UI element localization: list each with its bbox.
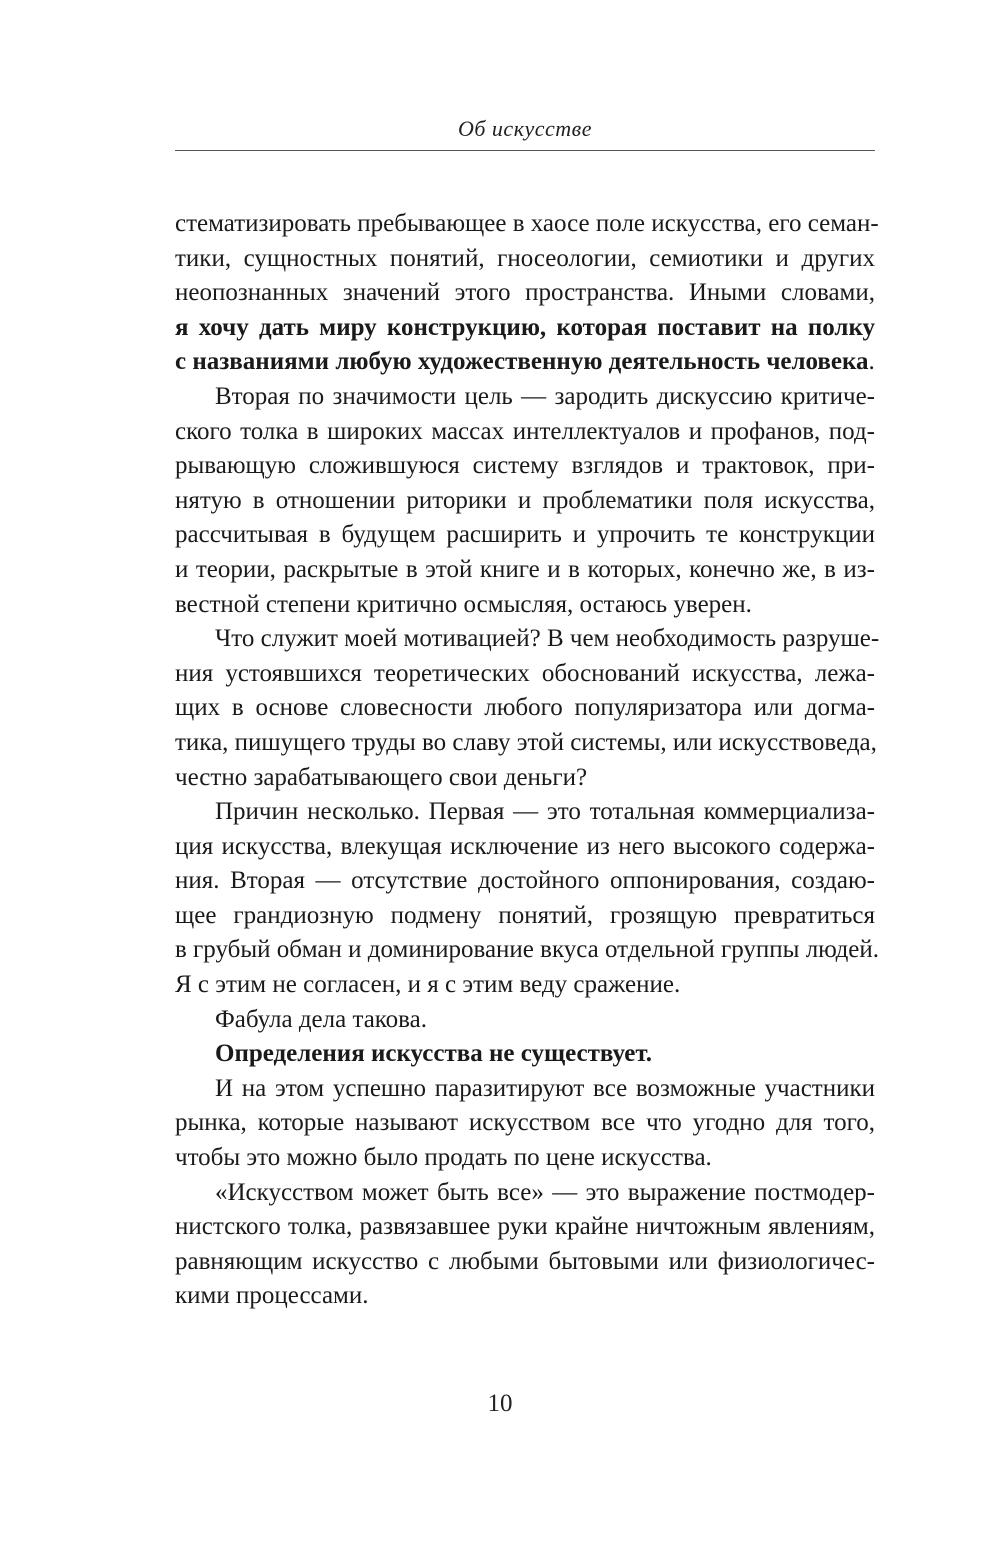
text-line: рассчитывая в будущем расширить и упрочить те конструкции — [175, 521, 875, 549]
text-line: рывающую сложившуюся систему взглядов и трактовок, при- — [175, 452, 875, 480]
text-line: в грубый обман и доминирование вкуса отдельной группы людей. — [175, 936, 880, 964]
text-line — [175, 311, 875, 346]
bold-text: я хочу дать миру конструкцию, которая поставит на полку — [175, 313, 875, 341]
text-line: равняющим искусство с любыми бытовыми или физиологичес- — [175, 1247, 875, 1275]
text-line: вестной степени критично осмысляя, остаюсь уверен. — [175, 590, 752, 618]
body-text — [175, 207, 880, 1314]
bold-text: с названиями любую художественную деятельность человека — [175, 348, 869, 376]
running-title: Об искусстве — [457, 116, 592, 141]
text-line: Что служит моей мотивацией? В чем необходимость разруше- — [215, 625, 880, 653]
sentence-period: . — [868, 348, 875, 376]
text-line: стематизировать пребывающее в хаосе поле искусства, его семан- — [175, 210, 879, 237]
text-line: честно зарабатывающего свои деньги? — [175, 763, 588, 791]
text-line: Я с этим не согласен, и я с этим веду сражение. — [175, 971, 681, 999]
text-line: Причин несколько. Первая — это тотальная коммерциализа- — [215, 798, 875, 826]
text-line: рынка, которые называют искусством все что угодно для того, — [175, 1109, 875, 1137]
text-line — [175, 1037, 875, 1072]
text-line: ция искусства, влекущая исключение из него высокого содержа- — [175, 832, 875, 860]
text-line: Вторая по значимости цель — зародить дискуссию критиче- — [215, 382, 875, 410]
text-line: ского толка в широких массах интеллектуалов и профанов, под- — [175, 417, 875, 445]
text-line — [175, 345, 875, 380]
text-line: ния устоявшихся теоретических обоснований искусства, лежа- — [175, 659, 875, 687]
text-line: «Искусством может быть все» — это выражение постмодер- — [215, 1178, 875, 1206]
page-number: 10 — [487, 1390, 513, 1417]
text-line: кими процессами. — [175, 1282, 369, 1310]
text-line: И на этом успешно паразитируют все возможные участники — [215, 1074, 875, 1102]
text-line: неопознанных значений этого пространства. Иными словами, — [175, 279, 875, 307]
header-rule — [175, 150, 875, 151]
text-line: чтобы это можно было продать по цене искусства. — [175, 1144, 712, 1172]
text-line: тики, сущностных понятий, гносеологии, семиотики и других — [175, 244, 875, 272]
text-line: ния. Вторая — отсутствие достойного оппонирования, создаю- — [175, 867, 875, 895]
text-line: и теории, раскрытые в этой книге и в которых, конечно же, в из- — [175, 555, 875, 583]
text-line: щих в основе словесности любого популяризатора или догма- — [175, 694, 875, 722]
text-line: Фабула дела такова. — [215, 1005, 427, 1033]
bold-text: Определения искусства не существует. — [215, 1040, 652, 1068]
text-line: нистского толка, развязавшее руки крайне ничтожным явлениям, — [175, 1213, 875, 1241]
text-line: щее грандиозную подмену понятий, грозящую превратиться — [175, 901, 875, 929]
text-line: нятую в отношении риторики и проблематики поля искусства, — [175, 486, 875, 514]
text-line: тика, пишущего труды во славу этой системы, или искусствоведа, — [175, 728, 877, 756]
